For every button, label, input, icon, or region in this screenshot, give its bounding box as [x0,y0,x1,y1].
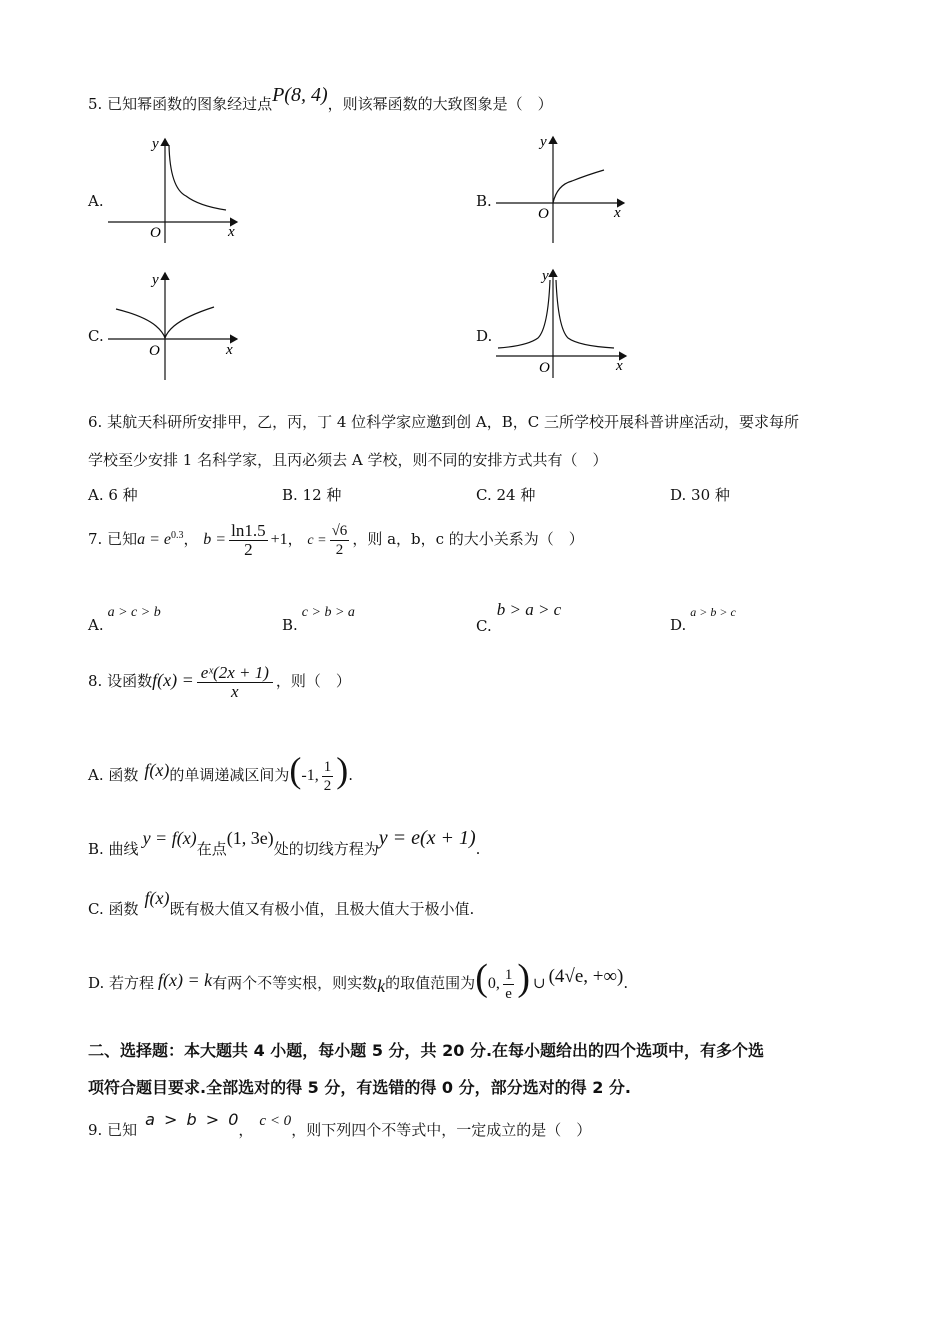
q5-stem [88,84,553,115]
q7-stem: 7. 已知$a = e^{0.3}$， b = $\frac{\ln 1.5}{2}$ +1， c = $\frac{√6}{2}$ ，则 a，b，c 的大小关系为（ ） [88,520,584,559]
q8-d-eq: f(x) = k [158,970,213,990]
q8-option-d: D. 若方程 f(x) = k有两个不等实根，则实数k的取值范围为(0, $\frac{1}{e}$ ) ∪ (4√e, +∞). [88,957,629,1002]
y-label: y [152,136,159,152]
x-label: x [616,358,623,374]
q8-f: f(x) = [152,670,194,690]
q8-d-union: ∪ [533,976,546,992]
section2-line1: 二、选择题：本大题共 4 小题，每小题 5 分，共 20 分.在每小题给出的四个选项中，有多个选 [88,1041,765,1060]
curve [169,145,226,210]
q8-a-pre: A. 函数 [88,766,139,784]
q8-d-post: . [623,974,629,992]
origin-label: O [149,343,160,359]
q8-d-range-frac [503,966,515,1003]
q7-option-a [88,602,161,634]
y-label: y [542,268,549,284]
q8-den: x [231,681,239,701]
q6-line1: 6. 某航天科研所安排甲，乙，丙，丁 4 位科学家应邀到创 A，B，C 三所学校开展科普讲座活动，要求每所 [88,413,800,431]
section2-line2: 项符合题目要求.全部选对的得 5 分，有选错的得 0 分，部分选对的得 2 分. [88,1078,631,1097]
q7-option-c-expr: b > a > c [496,600,562,619]
q8-c-f: f(x) [144,888,170,908]
q8-stem [88,660,351,701]
q8-option-b [88,828,480,869]
q8-d-range-l: 0, [487,975,500,992]
q8-a-post: . [348,766,353,784]
q8-frac [197,664,273,701]
q7-c-den: 2 [335,541,344,558]
q7-option-a-label: A. [88,616,104,634]
origin-label: O [538,206,549,222]
q7-option-d-expr: a > b > c [690,605,736,619]
q8-b-line: y = e(x + 1) [378,827,476,849]
q8-b-f: y = f(x) [142,828,197,848]
q8-d-range-den: e [505,985,512,1002]
q7-option-c [476,600,562,635]
q6-option-b: B. 12 种 [282,486,342,504]
q8-b-pt: (1, 3e) [226,828,274,848]
q5-graph-a [104,133,244,245]
q6-option-d: D. 30 种 [670,486,730,504]
q8-d-range-num: 1 [504,966,513,983]
q7-c-frac [330,522,350,559]
q8-d-mid1: 有两个不等实根，则实数 [212,974,378,992]
q7-option-a-expr: a > c > b [107,605,161,620]
q8-c-post: 既有极大值又有极小值，且极大值大于极小值. [169,900,475,918]
y-label: y [540,134,547,150]
y-label: y [152,272,159,288]
q5-graph-c [104,268,244,380]
origin-label: O [539,360,550,376]
q5-graph-b [492,133,632,245]
q6-line2: 学校至少安排 1 名科学家，且丙必须去 A 学校，则不同的安排方式共有（ ） [88,451,608,469]
q7-b-den: 2 [244,539,253,559]
q9-sep: ， [238,1121,254,1139]
q8-stem-pre: 8. 设函数 [88,672,153,690]
origin-label: O [150,225,161,241]
q8-stem-post: ，则（ ） [275,672,351,690]
x-label: x [614,205,621,221]
q7-c-num: √6 [331,522,348,539]
q7-b-pre: b = [203,531,227,548]
q7-option-d [670,602,736,634]
q5-graph-d [492,266,632,378]
q5-option-d-label: D. [476,327,493,345]
curve-left [498,280,550,348]
q7-option-c-label: C. [476,617,492,635]
x-label: x [226,342,233,358]
q7-option-b-expr: c > b > a [301,605,355,620]
q5-stem-pre: 5. 已知幂函数的图象经过点 [88,95,273,113]
q8-a-mid: 的单调递减区间为 [169,766,290,784]
q8-b-mid1: 在点 [196,840,227,858]
q8-a-interval-frac [322,758,334,795]
curve [553,170,604,203]
q7-option-b [282,602,355,634]
q8-a-interval-l: -1, [301,767,319,784]
q8-c-pre: C. 函数 [88,900,139,918]
q7-b-post: +1 [270,531,288,548]
q7-b-num: ln1.5 [231,520,266,540]
q9-stem-post: ，则下列四个不等式中，一定成立的是（ ） [291,1121,592,1139]
q7-c-pre: c = [307,533,327,548]
q7-stem-pre: 7. 已知 [88,530,138,548]
q8-a-f: f(x) [144,760,170,780]
q5-option-a-label: A. [88,192,104,210]
q6-option-a: A. 6 种 [88,486,138,504]
q7-option-d-label: D. [670,616,687,634]
q7-a-expr: a = e [137,531,171,548]
q8-option-a: A. 函数 f(x)的单调递减区间为(-1, $\frac{1}{2}$ ). [88,750,353,794]
q8-option-c [88,888,474,929]
q8-num: eˣ(2x + 1) [197,664,273,683]
q8-b-mid2: 处的切线方程为 [273,840,379,858]
q5-option-b-label: B. [476,192,492,210]
q7-option-b-label: B. [282,616,298,634]
q8-d-k: k [377,976,386,996]
q8-a-interval-num: 1 [323,758,332,775]
x-label: x [228,224,235,240]
q6-option-c: C. 24 种 [476,486,536,504]
q8-d-range-r: (4√e, +∞) [548,966,624,987]
q8-d-pre: D. 若方程 [88,974,155,992]
q5-stem-post: ，则该幂函数的大致图象是（ ） [327,95,553,113]
q5-option-c-label: C. [88,327,104,345]
q8-b-pre: B. 曲线 [88,840,139,858]
q9-cond1: a > b > 0 [145,1110,239,1129]
q9-stem [88,1110,591,1151]
q7-a-exp: 0.3 [171,530,184,541]
q8-a-interval-den: 2 [323,777,332,794]
q9-cond2: c < 0 [259,1113,292,1129]
q8-b-post: . [475,840,481,858]
q8-d-mid2: 的取值范围为 [385,974,476,992]
q5-point: P(8, 4) [272,84,328,106]
curve-right [556,280,614,348]
q7-b-frac [229,522,267,559]
q7-stem-post: ，则 a，b，c 的大小关系为（ ） [352,530,584,548]
q9-stem-pre: 9. 已知 [88,1121,138,1139]
